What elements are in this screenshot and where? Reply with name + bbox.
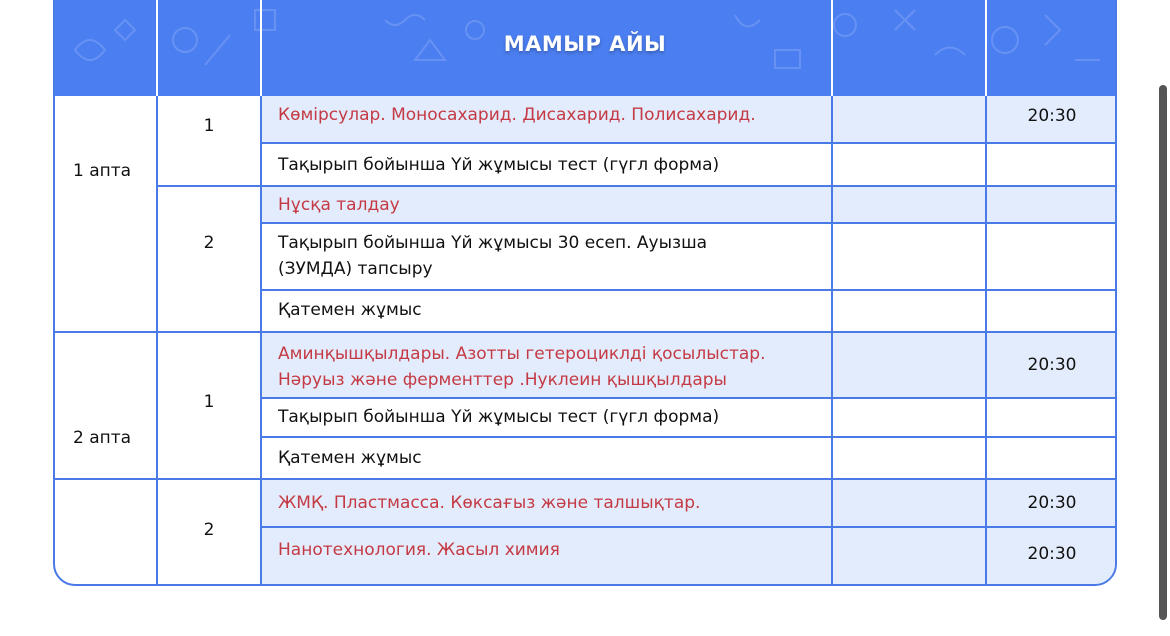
lesson-number: 2: [203, 520, 215, 540]
time-value: 20:30: [1027, 544, 1077, 564]
scrollbar[interactable]: [1159, 85, 1167, 620]
page-title: МАМЫР АЙЫ: [503, 32, 667, 56]
row-divider: [55, 478, 1117, 480]
row-divider: [260, 397, 1117, 399]
topic-text: Көмірсулар. Моносахарид. Дисахарид. Полисахарид.: [278, 105, 756, 125]
topic-line: Аминқышқылдары. Азотты гетероциклді қосылыстар.: [278, 344, 766, 364]
time-value: 20:30: [1027, 106, 1077, 126]
topic-text: ЖМҚ. Пластмасса. Көксағыз және талшықтар.: [278, 493, 701, 513]
topic-text: [278, 341, 765, 393]
column-divider: [831, 96, 833, 586]
row-divider: [156, 185, 1117, 187]
row-divider: [260, 142, 1117, 144]
row-divider: [260, 526, 1117, 528]
column-divider: [260, 96, 262, 586]
topic-line: (ЗУМДА) тапсыру: [278, 259, 433, 279]
topic-text: Қатемен жұмыс: [278, 300, 422, 320]
row-divider: [260, 289, 1117, 291]
time-value: 20:30: [1027, 493, 1077, 513]
time-value: 20:30: [1027, 355, 1077, 375]
row-divider: [260, 222, 1117, 224]
row-divider: [260, 436, 1117, 438]
topic-text: Қатемен жұмыс: [278, 448, 422, 468]
table-header: [55, 0, 1115, 96]
topic-text: Тақырып бойынша Үй жұмысы тест (гүгл форма): [278, 407, 720, 427]
topic-text: Нанотехнология. Жасыл химия: [278, 540, 560, 560]
column-divider: [156, 96, 158, 586]
lesson-number: 1: [203, 392, 215, 412]
topic-text: Тақырып бойынша Үй жұмысы тест (гүгл форма): [278, 155, 720, 175]
week-label: 2 апта: [73, 428, 132, 448]
topic-text: Нұсқа талдау: [278, 195, 400, 215]
week-label: 1 апта: [73, 161, 132, 181]
topic-text: [278, 230, 707, 282]
topic-line: Тақырып бойынша Үй жұмысы 30 есеп. Ауызша: [278, 233, 708, 253]
schedule-card: [53, 0, 1117, 586]
topic-line: Нәруыз және ферменттер .Нуклеин қышқылдары: [278, 370, 727, 390]
lesson-number: 1: [203, 116, 215, 136]
row-divider: [55, 331, 1117, 333]
lesson-number: 2: [203, 233, 215, 253]
